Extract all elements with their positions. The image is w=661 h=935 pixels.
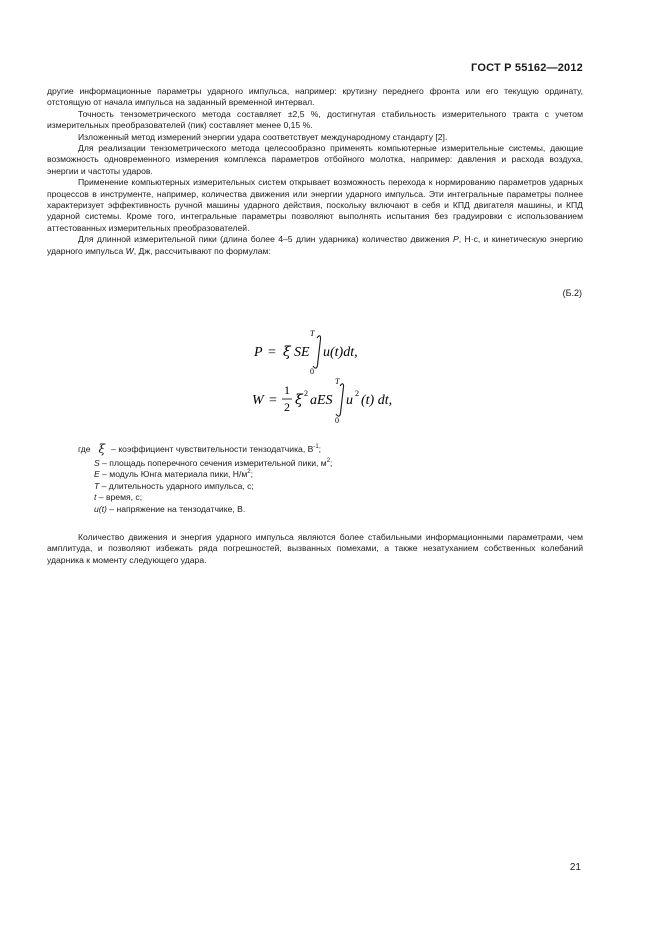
symbol-p: P <box>452 234 459 245</box>
paragraph-formula-intro: Для длинной измерительной пики (длина более 4–5 длин ударника) количество движения P, Н·с, и кинетическую энергию ударного импульса W, Дж, рассчитывают по формулам: <box>47 234 584 256</box>
paragraph-continuation: другие информационные параметры ударного импульса, например: крутизну переднего фронта или его текущую ординату, отстоящую от начала импульса на заданный временной интервал. <box>47 86 583 108</box>
where-lead: где <box>78 444 91 455</box>
eq2-equals: = <box>269 393 277 408</box>
paragraph-standard-reference: Изложенный метод измерений энергии удара соответствует международному стандарту [2]. <box>78 131 448 142</box>
paragraph-computer-systems: Для реализации тензометрического метода целесообразно применять компьютерные измерительные системы, дающие возможность одновременного измерения комплекса параметров отбойного молотка, например: давления и расхода воздуха, энергии и частоты ударов. <box>47 143 583 176</box>
paragraph-conclusion: Количество движения и энергия ударного импульса являются более стабильными информационными параметрами, чем амплитуда, и позволяют избежать ряда погрешностей, вызванных помехами, а также незатуханием собственных колебаний ударника к моменту следующего удара. <box>47 532 583 565</box>
equation-momentum <box>253 329 358 376</box>
body-text <box>47 86 583 257</box>
formula-block <box>250 325 450 435</box>
xi-symbol: ξ <box>98 442 106 457</box>
eq1-equals: = <box>268 345 276 360</box>
definition-xi <box>78 442 578 458</box>
eq2-integral-sign <box>336 384 344 416</box>
eq1-xi: ξ <box>283 344 291 360</box>
eq2-tail: (t) dt, <box>361 393 393 408</box>
eq2-denominator: 2 <box>284 400 290 414</box>
eq1-integral-sign <box>313 336 321 368</box>
conclusion-text <box>47 532 583 566</box>
eq1-integrand: u(t)dt, <box>323 345 358 360</box>
eq1-se: SE <box>294 345 310 360</box>
symbol-w: W <box>125 245 134 256</box>
symbol-definitions <box>78 442 578 515</box>
definition-s: S – площадь поперечного сечения измерительной пики, $м^2$; <box>94 458 333 468</box>
eq2-lhs: W <box>252 393 264 408</box>
eq1-lower-limit: 0 <box>310 367 314 376</box>
eq2-upper-limit: T <box>335 377 340 386</box>
eq1-lhs: P <box>254 345 263 360</box>
paragraph-accuracy: Точность тензометрического метода составляет ±2,5 %, достигнутая стабильность измерительного тракта с учетом измерительных преобразователей (пик) составляет менее 0,15 %. <box>47 108 583 131</box>
eq2-u-power: 2 <box>355 389 359 398</box>
definition-u: u(t) – напряжение на тензодатчике, В. <box>94 503 246 514</box>
eq2-lower-limit: 0 <box>335 416 339 425</box>
definition-t-time: t – время, с; <box>94 492 143 503</box>
xi-description: – коэффициент чувствительности тензодатчика, $В^{-1}$; <box>111 444 322 455</box>
eq2-numerator: 1 <box>284 383 290 397</box>
document-header <box>471 63 583 74</box>
page-number: 21 <box>569 862 581 873</box>
formula-number: (Б.2) <box>562 288 582 298</box>
definition-t-duration: T – длительность ударного импульса, с; <box>94 480 254 491</box>
paragraph-normalization: Применение компьютерных измерительных систем открывает возможность перехода к нормированию параметров ударных процессов в инструменте, например, количества движения или энергии ударного импульса. Эти интегральные параметры полнее характеризует эффективность ручной машины ударного действия, поскольку включают в себя и КПД двигателя машины, и КПД ударной системы. Кроме того, интегральные параметры позволяют выполнять испытания без градуировки с использованием аттестованных измерительных преобразователей. <box>47 177 583 233</box>
eq2-aes: aES <box>310 393 333 408</box>
eq2-u: u <box>346 393 353 408</box>
definition-list <box>78 458 578 515</box>
standard-designation: ГОСТ Р 55162—2012 <box>471 62 583 74</box>
formula-svg <box>250 325 450 435</box>
eq2-xi-power: 2 <box>304 389 308 398</box>
eq2-xi: ξ <box>295 392 303 408</box>
definition-e: E – модуль Юнга материала пики, $Н/м^2$; <box>94 469 254 480</box>
equation-energy <box>252 377 392 425</box>
eq1-upper-limit: T <box>310 329 315 338</box>
